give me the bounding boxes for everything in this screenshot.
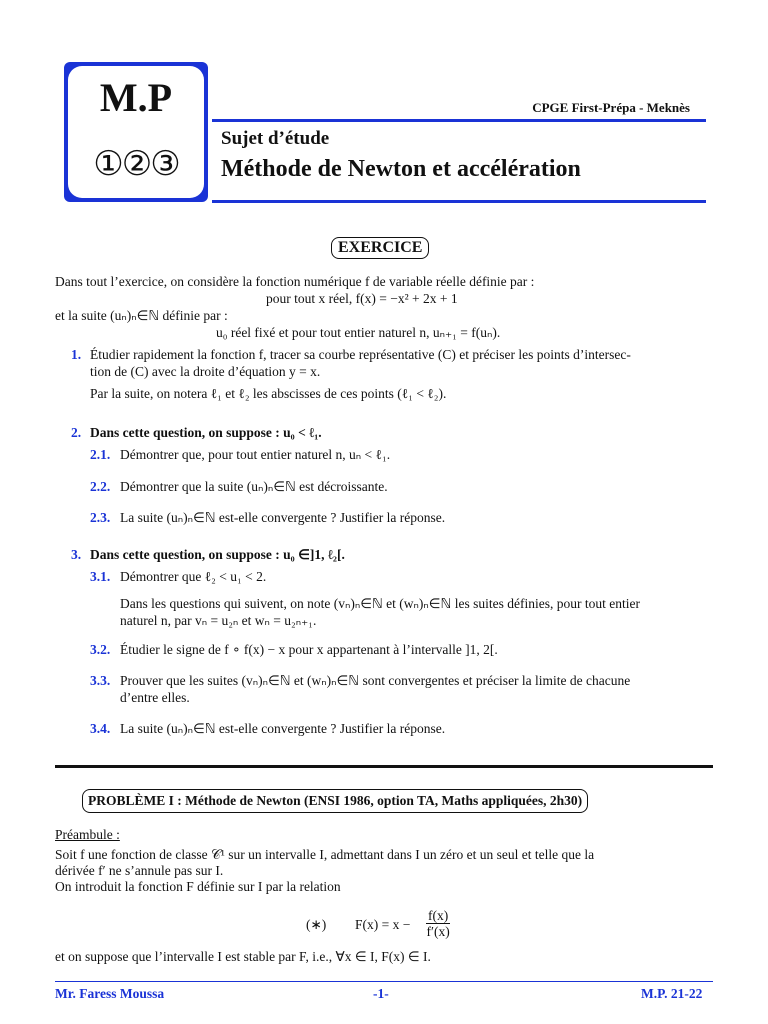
footer-rule	[55, 981, 713, 982]
question-2-number: 2.	[71, 425, 82, 440]
question-3-1-text: Démontrer que ℓ₂ < u₁ < 2.	[120, 569, 267, 584]
question-3-1-note-cont: naturel n, par vₙ = u₂ₙ et wₙ = u₂ₙ₊₁.	[120, 613, 317, 628]
question-2-3-number: 2.3.	[90, 510, 111, 525]
question-3-2-text: Étudier le signe de f ∘ f(x) − x pour x appartenant à l’intervalle ]1, 2[.	[120, 642, 498, 657]
equation-lhs: F(x) = x −	[355, 917, 411, 932]
question-2-1-text: Démontrer que, pour tout entier naturel n, uₙ < ℓ₁.	[120, 447, 391, 462]
stability-text: et on suppose que l’intervalle I est stable par F, i.e., ∀x ∈ I, F(x) ∈ I.	[55, 949, 431, 964]
question-1-text-cont: tion de (C) avec la droite d’équation y = x.	[90, 364, 321, 379]
logo	[64, 62, 208, 202]
footer-page-number: -1-	[373, 986, 389, 1001]
question-3-1-number: 3.1.	[90, 569, 111, 584]
formula-f: pour tout x réel, f(x) = −x² + 2x + 1	[266, 291, 458, 306]
question-3-text: Dans cette question, on suppose : u₀ ∈]1, ℓ₂[.	[90, 547, 345, 562]
header-rule-bottom	[212, 200, 706, 203]
question-1-note: Par la suite, on notera ℓ₁ et ℓ₂ les abscisses de ces points (ℓ₁ < ℓ₂).	[90, 386, 447, 401]
preamble-function-intro: On introduit la fonction F définie sur I par la relation	[55, 879, 341, 894]
question-3-2-number: 3.2.	[90, 642, 111, 657]
header-rule-top	[212, 119, 706, 122]
exercise-heading: EXERCICE	[331, 237, 429, 259]
question-2-2-text: Démontrer que la suite (uₙ)ₙ∈ℕ est décroissante.	[120, 479, 388, 494]
subtitle: Sujet d’étude	[221, 128, 330, 149]
question-3-3-text-cont: d’entre elles.	[120, 690, 190, 705]
question-3-4-text: La suite (uₙ)ₙ∈ℕ est-elle convergente ? Justifier la réponse.	[120, 721, 446, 736]
footer-author: Mr. Faress Moussa	[55, 986, 165, 1001]
equation-numerator: f(x)	[428, 908, 449, 923]
question-1-text: Étudier rapidement la fonction f, tracer sa courbe représentative (C) et préciser les points d’intersec-	[90, 347, 631, 362]
question-3-3-number: 3.3.	[90, 673, 111, 688]
equation-denominator: f′(x)	[426, 924, 450, 939]
equation-tag: (∗)	[306, 917, 327, 932]
question-3-4-number: 3.4.	[90, 721, 111, 736]
section-divider	[55, 765, 713, 768]
problem-heading: PROBLÈME I : Méthode de Newton (ENSI 1986, option TA, Maths appliquées, 2h30)	[82, 789, 588, 813]
question-2-text: Dans cette question, on suppose : u₀ < ℓ₁.	[90, 425, 322, 440]
question-1-number: 1.	[71, 347, 82, 362]
formula-sequence: u₀ réel fixé et pour tout entier naturel n, uₙ₊₁ = f(uₙ).	[216, 325, 501, 340]
question-2-3-text: La suite (uₙ)ₙ∈ℕ est-elle convergente ? Justifier la réponse.	[120, 510, 446, 525]
question-3-number: 3.	[71, 547, 82, 562]
question-2-1-number: 2.1.	[90, 447, 111, 462]
school-name: CPGE First-Prépa - Meknès	[532, 100, 690, 115]
equation-fraction	[426, 908, 450, 939]
exercise-intro-sequence: et la suite (uₙ)ₙ∈ℕ définie par :	[55, 308, 228, 323]
question-2-2-number: 2.2.	[90, 479, 111, 494]
question-3-3-text: Prouver que les suites (vₙ)ₙ∈ℕ et (wₙ)ₙ∈ℕ sont convergentes et préciser la limite de chacune	[120, 673, 631, 688]
logo-title: M.P	[99, 75, 173, 120]
logo-inner	[68, 66, 204, 198]
question-3-1-note: Dans les questions qui suivent, on note (vₙ)ₙ∈ℕ et (wₙ)ₙ∈ℕ les suites définies, pour tout entier	[120, 596, 640, 611]
preamble-text: Soit f une fonction de classe 𝒞¹ sur un intervalle I, admettant dans I un zéro et un seul et telle que la	[55, 847, 595, 862]
footer-reference: M.P. 21-22	[641, 986, 703, 1001]
exercise-intro: Dans tout l’exercice, on considère la fonction numérique f de variable réelle définie par :	[55, 274, 535, 289]
preamble-text-cont: dérivée f′ ne s’annule pas sur I.	[55, 863, 224, 878]
preamble-label: Préambule :	[55, 827, 120, 842]
logo-numbers: ①②③	[93, 144, 179, 184]
page-title: Méthode de Newton et accélération	[221, 156, 581, 182]
